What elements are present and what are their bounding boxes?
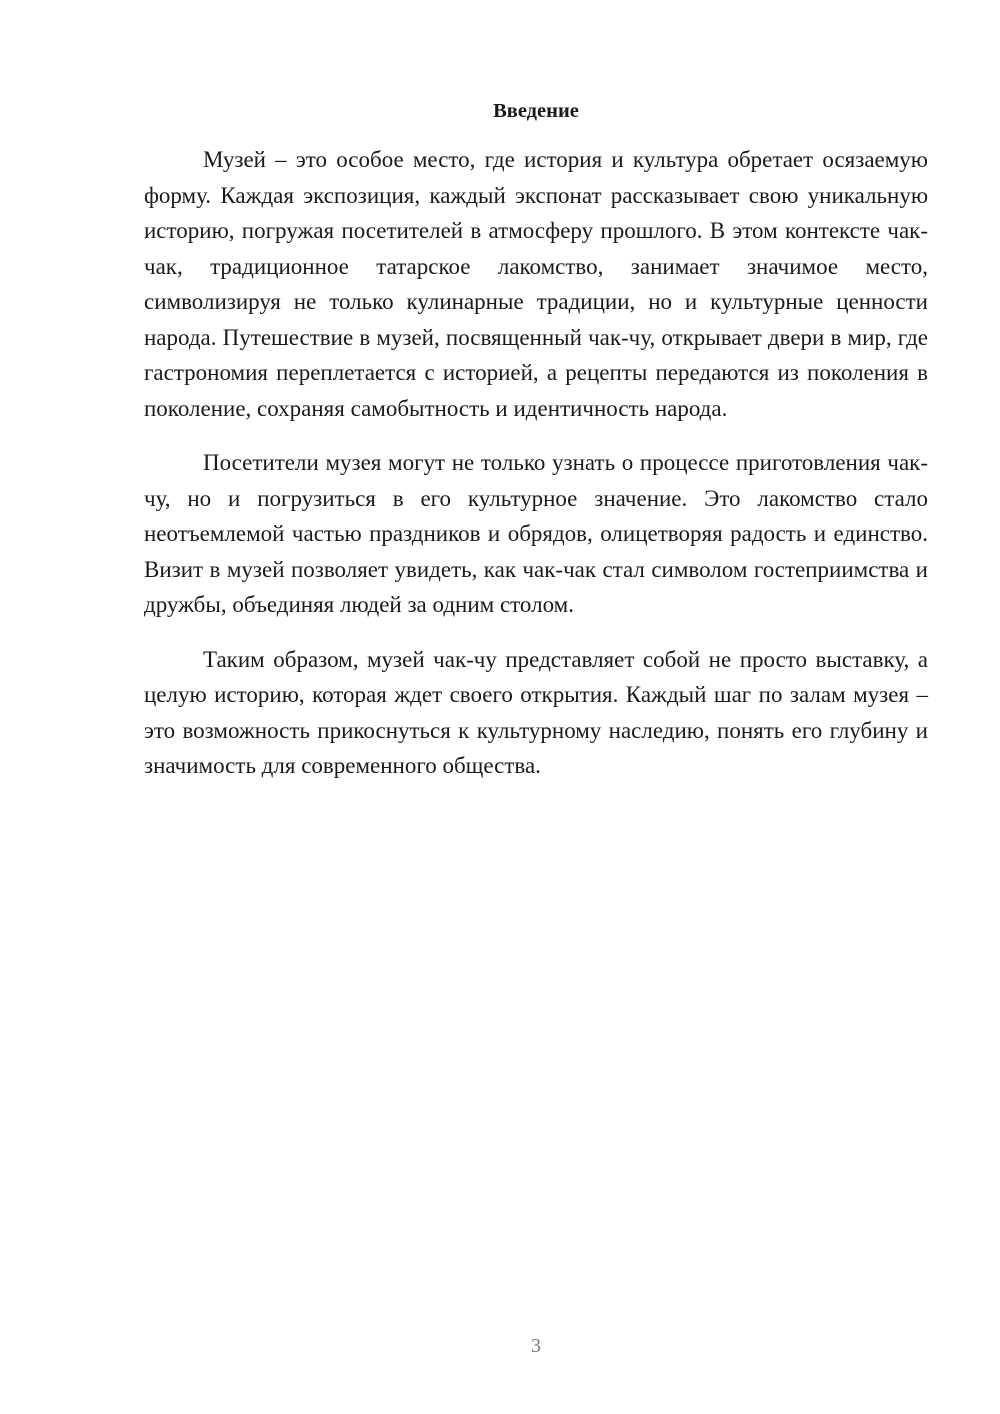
page-number: 3 (531, 1335, 541, 1357)
body-text (144, 142, 928, 803)
section-heading: Введение (493, 100, 579, 122)
paragraph-visitors: Посетители музея могут не только узнать о процессе приготовления чак-чу, но и погрузиться в его культурное значение. Это лакомство стало неотъемлемой частью праздников и обрядов, олицетворяя радость и единство. Визит в музей позволяет увидеть, как чак-чак стал символом гостеприимства и дружбы, объединяя людей за одним столом. (144, 450, 928, 617)
paragraph-conclusion: Таким образом, музей чак-чу представляет собой не просто выставку, а целую историю, которая ждет своего открытия. Каждый шаг по залам музея – это возможность прикоснуться к культурному наследию, понять его глубину и значимость для современного общества. (144, 646, 928, 778)
paragraph-intro: Музей – это особое место, где история и культура обретает осязаемую форму. Каждая экспозиция, каждый экспонат рассказывает свою уникальную историю, погружая посетителей в атмосферу прошлого. В этом контексте чак-чак, традиционное татарское лакомство, занимает значимое место, символизируя не только кулинарные традиции, но и культурные ценности народа. Путешествие в музей, посвященный чак-чу, открывает двери в мир, где гастрономия переплетается с историей, а рецепты передаются из поколения в поколение, сохраняя самобытность и идентичность народа. (144, 147, 928, 421)
